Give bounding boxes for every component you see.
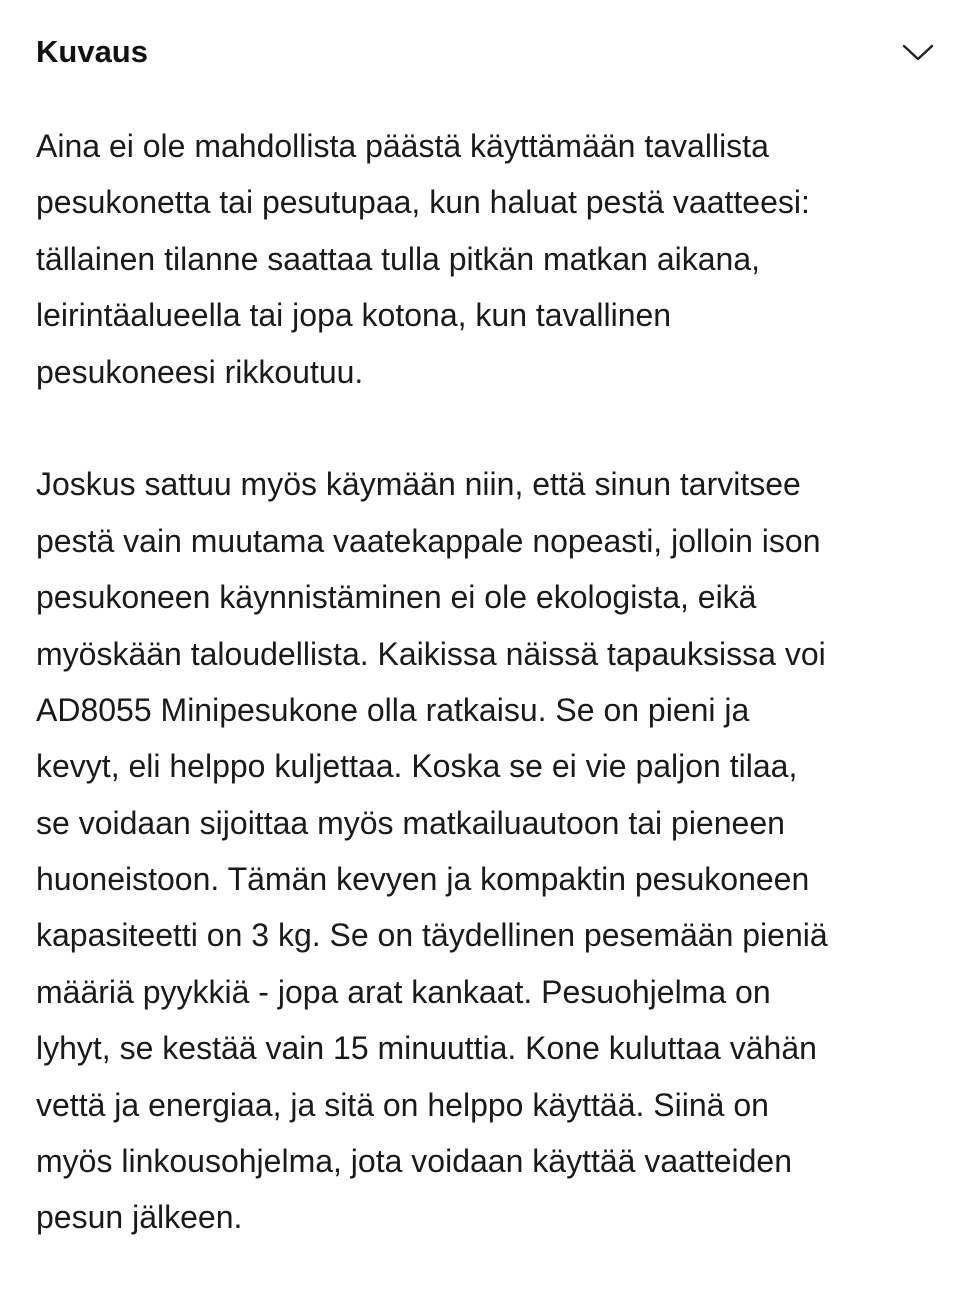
paragraph-line: kapasiteetti on 3 kg. Se on täydellinen pesemään pieniä <box>36 917 828 954</box>
paragraph-line: myöskään taloudellista. Kaikissa näissä tapauksissa voi <box>36 635 826 672</box>
description-paragraph <box>36 456 828 1245</box>
paragraph-line: vettä ja energiaa, ja sitä on helppo käyttää. Siinä on <box>36 1086 769 1123</box>
paragraph-line: tällainen tilanne saattaa tulla pitkän matkan aikana, <box>36 240 761 277</box>
paragraph-line: pesukoneesi rikkoutuu. <box>36 353 364 390</box>
paragraph-line: määriä pyykkiä - jopa arat kankaat. Pesuohjelma on <box>36 973 771 1010</box>
description-header[interactable] <box>36 28 936 78</box>
paragraph-line: pesun jälkeen. <box>36 1199 243 1236</box>
chevron-down-icon[interactable] <box>902 40 934 64</box>
description-body <box>36 118 828 1302</box>
paragraph-line: pesukonetta tai pesutupaa, kun haluat pestä vaatteesi: <box>36 184 810 221</box>
section-title: Kuvaus <box>36 34 148 69</box>
paragraph-line: Joskus sattuu myös käymään niin, että sinun tarvitsee <box>36 466 801 503</box>
paragraph-line: lyhyt, se kestää vain 15 minuuttia. Kone kuluttaa vähän <box>36 1030 817 1067</box>
paragraph-line: myös linkousohjelma, jota voidaan käyttää vaatteiden <box>36 1143 792 1180</box>
description-paragraph <box>36 118 828 400</box>
paragraph-line: leirintäalueella tai jopa kotona, kun tavallinen <box>36 297 672 334</box>
paragraph-line: kevyt, eli helppo kuljettaa. Koska se ei vie paljon tilaa, <box>36 748 798 785</box>
paragraph-line: se voidaan sijoittaa myös matkailuautoon tai pieneen <box>36 804 785 841</box>
paragraph-line: Aina ei ole mahdollista päästä käyttämään tavallista <box>36 128 769 164</box>
paragraph-line: pestä vain muutama vaatekappale nopeasti, jolloin ison <box>36 522 821 559</box>
paragraph-line: pesukoneen käynnistäminen ei ole ekologista, eikä <box>36 579 757 616</box>
paragraph-line: AD8055 Minipesukone olla ratkaisu. Se on pieni ja <box>36 691 750 728</box>
paragraph-line: huoneistoon. Tämän kevyen ja kompaktin pesukoneen <box>36 861 810 898</box>
